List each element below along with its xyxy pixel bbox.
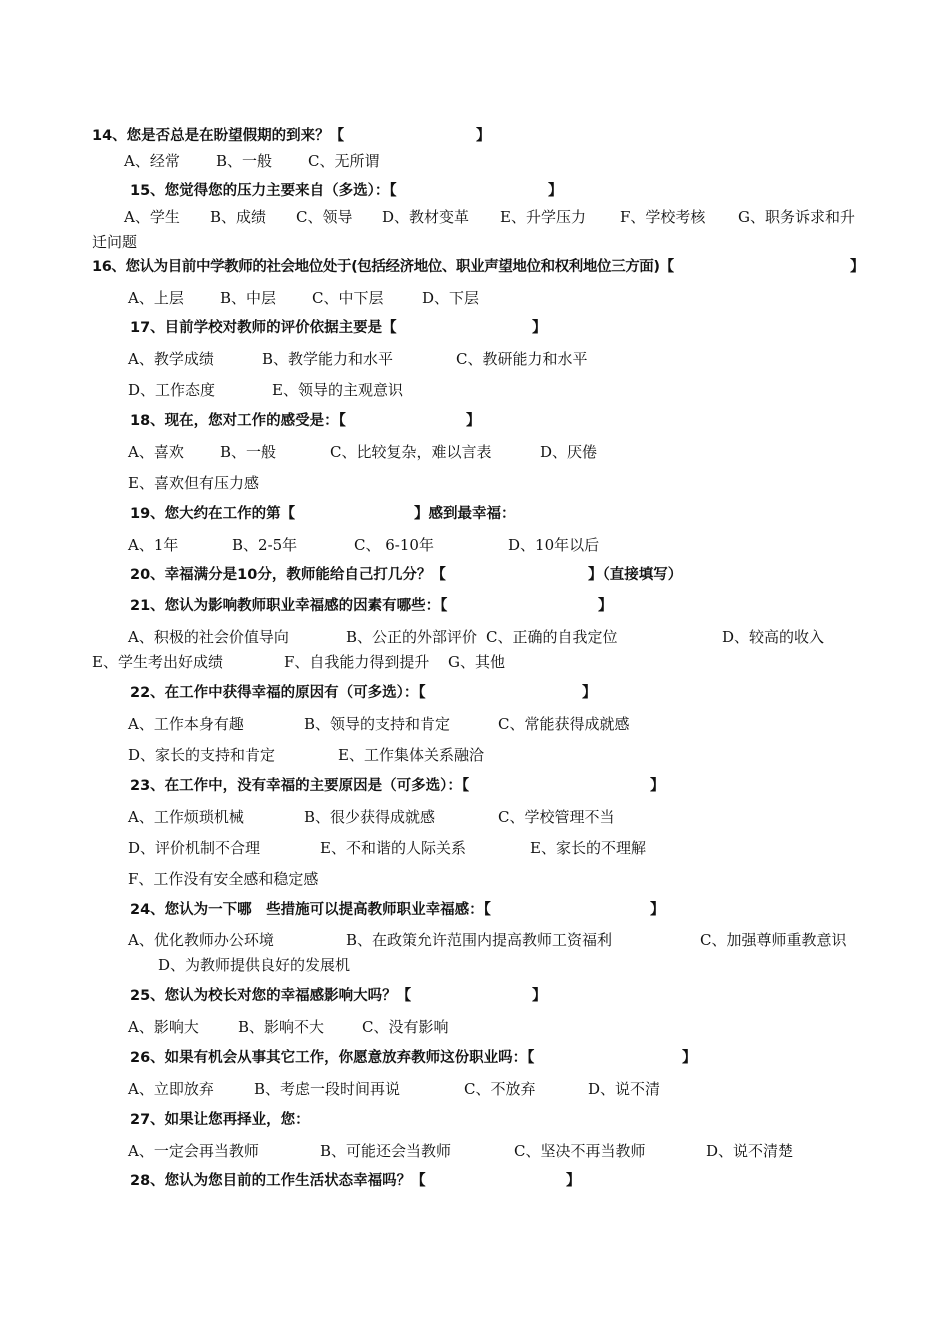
option: C、学校管理不当 <box>498 808 615 826</box>
option: B、一般 <box>216 152 273 170</box>
option: D、较高的收入 <box>722 628 825 646</box>
option: B、2-5年 <box>232 536 298 554</box>
option: D、教材变革 <box>382 208 470 226</box>
option: D、厌倦 <box>540 443 598 461</box>
answer-bracket-close: 】（直接填写） <box>588 567 683 583</box>
option: C、比较复杂，难以言表 <box>330 443 492 461</box>
answer-bracket-close: 】 <box>466 413 481 429</box>
question-14: 14、您是否总是在盼望假期的到来？【 <box>92 128 345 144</box>
option: D、为教师提供良好的发展机 <box>158 956 351 974</box>
option: B、可能还会当教师 <box>320 1142 452 1160</box>
option: B、影响不大 <box>238 1018 325 1036</box>
option: C、中下层 <box>312 289 384 307</box>
option: C、坚决不再当教师 <box>514 1142 646 1160</box>
option: B、中层 <box>220 289 277 307</box>
answer-bracket-close: 】 <box>650 902 665 918</box>
question-17: 17、目前学校对教师的评价依据主要是【 <box>130 320 397 336</box>
option: B、教学能力和水平 <box>262 350 394 368</box>
question-26: 26、如果有机会从事其它工作，你愿意放弃教师这份职业吗：【 <box>130 1050 535 1066</box>
option: D、10年以后 <box>508 536 600 554</box>
option: B、公正的外部评价 <box>346 628 478 646</box>
option: C、没有影响 <box>362 1018 449 1036</box>
option: C、正确的自我定位 <box>486 628 618 646</box>
answer-bracket-close: 】 <box>532 988 547 1004</box>
option: D、家长的支持和肯定 <box>128 746 276 764</box>
option: C、不放弃 <box>464 1080 536 1098</box>
option: A、喜欢 <box>128 443 184 461</box>
answer-bracket-close: 】感到最幸福： <box>414 506 516 522</box>
option: D、说不清 <box>588 1080 661 1098</box>
option: C、 6-10年 <box>354 536 434 554</box>
answer-bracket-close: 】 <box>548 183 563 199</box>
question-22: 22、在工作中获得幸福的原因有（可多选）：【 <box>130 685 426 701</box>
question-25: 25、您认为校长对您的幸福感影响大吗？【 <box>130 988 412 1004</box>
option: A、经常 <box>124 152 180 170</box>
answer-bracket-close: 】 <box>532 320 547 336</box>
option: E、领导的主观意识 <box>272 381 403 399</box>
question-15: 15、您觉得您的压力主要来自（多选）：【 <box>130 183 397 199</box>
option: B、领导的支持和肯定 <box>304 715 451 733</box>
option: F、工作没有安全感和稳定感 <box>128 870 319 888</box>
option: D、下层 <box>422 289 480 307</box>
option: D、工作态度 <box>128 381 216 399</box>
option: E、升学压力 <box>500 208 586 226</box>
option: E、学生考出好成绩 <box>92 653 223 671</box>
answer-bracket-close: 】 <box>650 778 665 794</box>
question-28: 28、您认为您目前的工作生活状态幸福吗？【 <box>130 1173 426 1189</box>
option: B、在政策允许范围内提高教师工资福利 <box>346 931 613 949</box>
option: A、1年 <box>128 536 179 554</box>
option: B、一般 <box>220 443 277 461</box>
option: E、不和谐的人际关系 <box>320 839 466 857</box>
option: A、工作烦琐机械 <box>128 808 244 826</box>
question-23: 23、在工作中，没有幸福的主要原因是（可多选）：【 <box>130 778 470 794</box>
option: E、喜欢但有压力感 <box>128 474 259 492</box>
answer-bracket-close: 】 <box>476 128 491 144</box>
option: C、常能获得成就感 <box>498 715 630 733</box>
option: C、加强尊师重教意识 <box>700 931 847 949</box>
option: B、成绩 <box>210 208 267 226</box>
option: B、考虑一段时间再说 <box>254 1080 401 1098</box>
option: C、领导 <box>296 208 353 226</box>
answer-bracket-close: 】 <box>850 259 865 275</box>
option: F、自我能力得到提升 <box>284 653 430 671</box>
question-16: 16、您认为目前中学教师的社会地位处于(包括经济地位、职业声望地位和权利地位三方面)【 <box>92 259 674 275</box>
option: G、其他 <box>448 653 505 671</box>
option: A、优化教师办公环境 <box>128 931 274 949</box>
option: E、工作集体关系融洽 <box>338 746 484 764</box>
option: C、无所谓 <box>308 152 380 170</box>
question-24: 24、您认为一下哪 些措施可以提高教师职业幸福感：【 <box>130 902 491 918</box>
option: A、影响大 <box>128 1018 199 1036</box>
question-21: 21、您认为影响教师职业幸福感的因素有哪些：【 <box>130 598 448 614</box>
option: A、教学成绩 <box>128 350 214 368</box>
option: D、说不清楚 <box>706 1142 794 1160</box>
option: B、很少获得成就感 <box>304 808 436 826</box>
question-18: 18、现在，您对工作的感受是：【 <box>130 413 346 429</box>
answer-bracket-close: 】 <box>598 598 613 614</box>
option: A、上层 <box>128 289 184 307</box>
option: A、工作本身有趣 <box>128 715 244 733</box>
option: A、一定会再当教师 <box>128 1142 259 1160</box>
option: D、评价机制不合理 <box>128 839 261 857</box>
answer-bracket-close: 】 <box>582 685 597 701</box>
answer-bracket-close: 】 <box>682 1050 697 1066</box>
question-20: 20、幸福满分是10分，教师能给自己打几分？【 <box>130 567 446 583</box>
option: F、学校考核 <box>620 208 706 226</box>
option: A、学生 <box>124 208 180 226</box>
option-continuation: 迁问题 <box>92 233 138 251</box>
question-19: 19、您大约在工作的第【 <box>130 506 296 522</box>
option: E、家长的不理解 <box>530 839 646 857</box>
option: A、立即放弃 <box>128 1080 214 1098</box>
question-27: 27、如果让您再择业，您： <box>130 1112 310 1128</box>
answer-bracket-close: 】 <box>566 1173 581 1189</box>
option: A、积极的社会价值导向 <box>128 628 289 646</box>
option: G、职务诉求和升 <box>738 208 855 226</box>
option: C、教研能力和水平 <box>456 350 588 368</box>
